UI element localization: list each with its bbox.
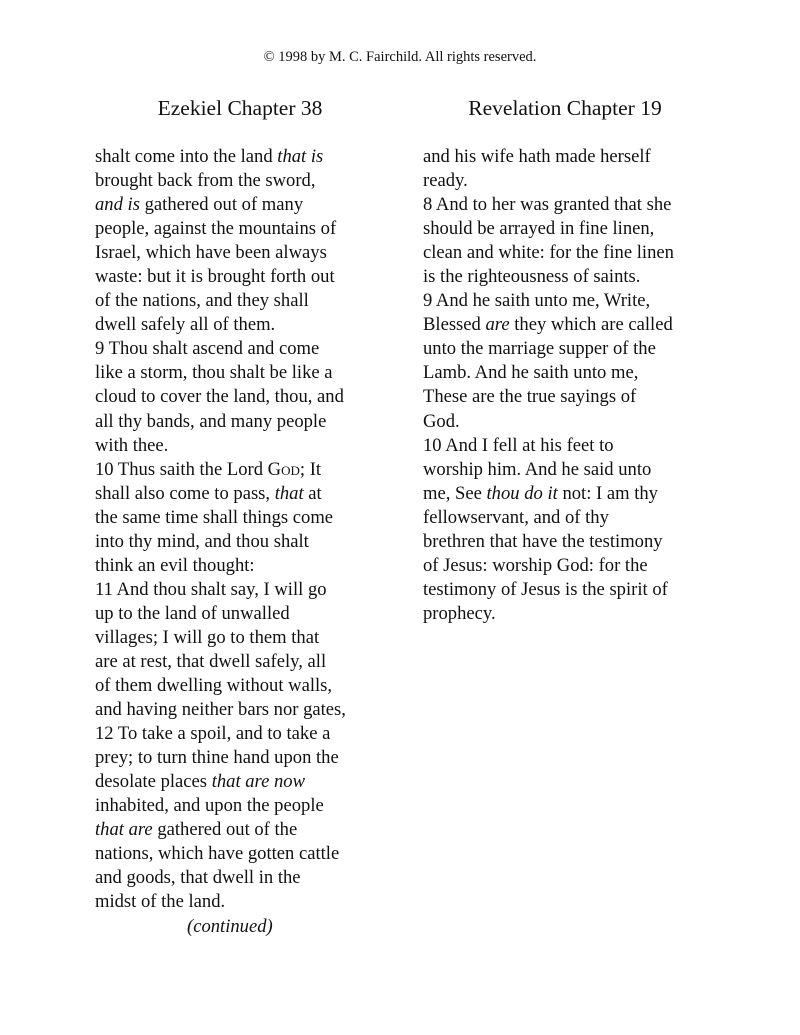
text-segment: gathered out of the <box>152 819 298 841</box>
text-line <box>95 770 395 794</box>
text-segment: 9 And he saith unto me, Write, <box>423 290 651 312</box>
text-line <box>95 650 395 674</box>
text-line <box>423 530 723 554</box>
text-line <box>95 289 395 313</box>
text-line <box>423 410 723 434</box>
text-segment: testimony of Jesus is the spirit of <box>423 578 668 600</box>
text-line <box>95 530 395 554</box>
text-line <box>95 385 395 409</box>
text-line <box>423 458 723 482</box>
text-segment: into thy mind, and thou shalt <box>95 530 309 552</box>
left-column-heading: Ezekiel Chapter 38 <box>157 96 323 120</box>
text-segment: unto the marriage supper of the <box>423 338 656 360</box>
text-segment: clean and white: for the fine linen <box>423 242 674 264</box>
text-segment: cloud to cover the land, thou, and <box>95 386 344 408</box>
text-segment: inhabited, and upon the people <box>95 795 324 817</box>
text-line <box>423 265 723 289</box>
text-segment: with thee. <box>95 434 169 456</box>
text-line <box>95 746 395 770</box>
text-segment: villages; I will go to them that <box>95 626 320 648</box>
text-line <box>423 361 723 385</box>
text-line <box>423 385 723 409</box>
text-line <box>95 217 395 241</box>
text-segment: the same time shall things come <box>95 506 334 528</box>
text-segment: waste: but it is brought forth out <box>95 266 335 288</box>
text-line <box>423 217 723 241</box>
ezekiel-text-column <box>95 145 395 939</box>
text-line <box>95 145 395 169</box>
text-segment: they which are called <box>509 314 673 336</box>
text-line <box>95 313 395 337</box>
text-line <box>423 145 723 169</box>
text-segment: is the righteousness of saints. <box>423 266 641 288</box>
text-segment: all thy bands, and many people <box>95 410 327 432</box>
text-line <box>423 578 723 602</box>
text-segment: not: I am thy <box>557 482 658 504</box>
text-segment: at <box>303 482 322 504</box>
text-line <box>95 458 395 482</box>
text-line <box>95 818 395 842</box>
right-column-heading: Revelation Chapter 19 <box>468 96 662 120</box>
text-segment: and having neither bars nor gates, <box>95 699 346 721</box>
text-line <box>423 313 723 337</box>
text-line <box>423 434 723 458</box>
text-segment: nations, which have gotten cattle <box>95 843 340 865</box>
text-segment: of Jesus: worship God: for the <box>423 554 648 576</box>
text-line <box>95 722 395 746</box>
text-segment: midst of the land. <box>95 891 226 913</box>
text-segment: and goods, that dwell in the <box>95 867 301 889</box>
text-line <box>423 506 723 530</box>
italic-text: that is <box>277 146 324 167</box>
text-line <box>95 890 395 914</box>
text-line <box>95 169 395 193</box>
text-line <box>95 626 395 650</box>
text-segment: are at rest, that dwell safely, all <box>95 650 327 672</box>
italic-text: are <box>485 314 510 336</box>
text-segment: of them dwelling without walls, <box>95 675 333 697</box>
text-line <box>95 602 395 626</box>
italic-text: that <box>274 482 304 504</box>
text-segment: 10 And I fell at his feet to <box>423 434 614 456</box>
text-line <box>95 337 395 361</box>
text-segment: These are the true sayings of <box>423 386 637 408</box>
text-segment: 8 And to her was granted that she <box>423 194 672 216</box>
italic-text: that are now <box>211 771 306 793</box>
text-segment: people, against the mountains of <box>95 218 337 240</box>
text-line <box>95 506 395 530</box>
text-line <box>95 241 395 265</box>
text-segment: 10 Thus saith the Lord <box>95 458 268 480</box>
text-segment: prophecy. <box>423 602 496 624</box>
text-segment: dwell safely all of them. <box>95 314 276 336</box>
small-caps-text: God <box>267 458 300 480</box>
text-segment: like a storm, thou shalt be like a <box>95 362 333 384</box>
text-line <box>423 337 723 361</box>
text-line <box>423 602 723 626</box>
revelation-text-column <box>423 145 723 626</box>
text-segment: worship him. And he said unto <box>423 458 652 480</box>
text-segment: Israel, which have been always <box>95 242 327 264</box>
text-line <box>95 265 395 289</box>
text-segment: of the nations, and they shall <box>95 290 309 312</box>
text-segment: Lamb. And he saith unto me, <box>423 362 639 384</box>
text-segment: 12 To take a spoil, and to take a <box>95 723 331 745</box>
text-segment: ; It <box>299 458 322 480</box>
copyright-notice: © 1998 by M. C. Fairchild. All rights reserved. <box>263 49 537 65</box>
text-line <box>95 794 395 818</box>
text-line <box>95 434 395 458</box>
text-segment: and his wife hath made herself <box>423 146 651 167</box>
text-segment: brought back from the sword, <box>95 170 316 192</box>
italic-text: thou do it <box>486 482 558 504</box>
text-segment: Blessed <box>423 314 486 336</box>
italic-text: that are <box>95 819 153 841</box>
text-segment: 9 Thou shalt ascend and come <box>95 338 320 360</box>
text-segment: gathered out of many <box>139 194 304 216</box>
text-segment: shalt come into the land <box>95 146 278 167</box>
text-segment: God. <box>423 410 460 432</box>
text-segment: should be arrayed in fine linen, <box>423 218 655 240</box>
text-line <box>423 241 723 265</box>
text-line <box>95 482 395 506</box>
text-segment: ready. <box>423 170 468 192</box>
text-line <box>95 578 395 602</box>
text-segment: me, See <box>423 482 487 504</box>
text-segment: 11 And thou shalt say, I will go <box>95 578 327 600</box>
text-segment: up to the land of unwalled <box>95 602 290 624</box>
italic-text: and is <box>95 194 140 216</box>
text-line <box>423 169 723 193</box>
text-line <box>95 842 395 866</box>
text-line <box>95 410 395 434</box>
text-line <box>95 361 395 385</box>
text-line <box>423 289 723 313</box>
text-segment: desolate places <box>95 771 212 793</box>
text-segment: prey; to turn thine hand upon the <box>95 747 339 769</box>
text-line <box>423 554 723 578</box>
text-line <box>423 193 723 217</box>
text-line <box>95 866 395 890</box>
text-segment: think an evil thought: <box>95 554 255 576</box>
text-line <box>95 698 395 722</box>
text-segment: brethren that have the testimony <box>423 530 663 552</box>
text-line <box>95 674 395 698</box>
text-line <box>95 193 395 217</box>
text-segment: fellowservant, and of thy <box>423 506 609 528</box>
text-segment: shall also come to pass, <box>95 482 275 504</box>
continued-note: (continued) <box>187 915 273 937</box>
text-line <box>423 482 723 506</box>
text-line <box>95 554 395 578</box>
